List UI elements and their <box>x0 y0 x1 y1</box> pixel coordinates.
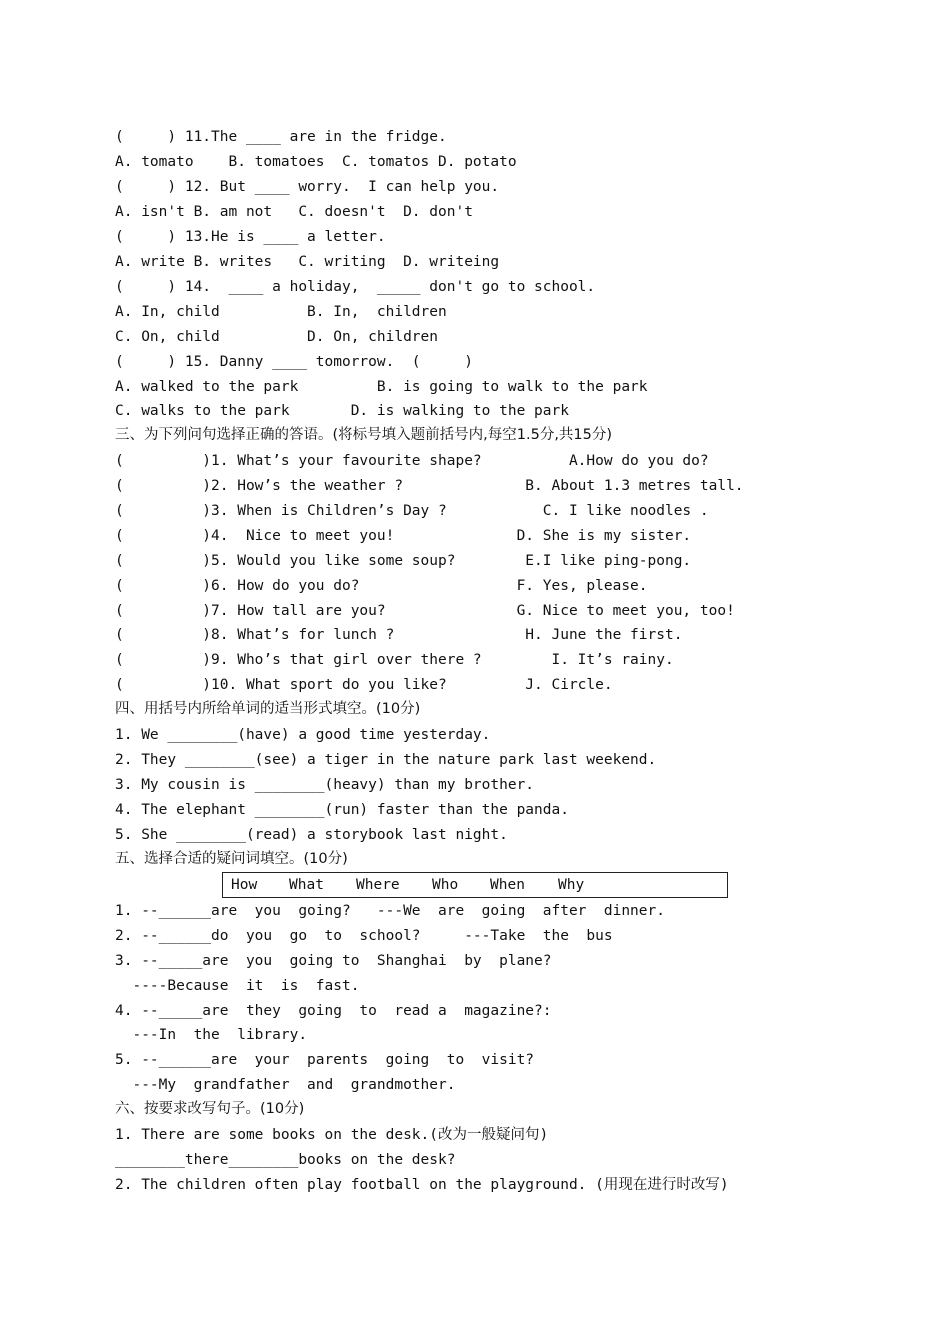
match-row-6: ( )6. How do you do? F. Yes, please. <box>115 578 648 594</box>
match-row-5: ( )5. Would you like some soup? E.I like ping-pong. <box>115 553 692 569</box>
rewrite-1: 1. There are some books on the desk.(改为一般疑问句) <box>115 1127 549 1143</box>
q11-stem: ( ) 11.The ____ are in the fridge. <box>115 129 447 145</box>
section-3-heading: 三、为下列问句选择正确的答语。(将标号填入题前括号内,每空1.5分,共15分) <box>115 427 613 443</box>
wh-2: 2. --______do you go to school? ---Take the bus <box>115 928 613 944</box>
section-5-heading: 五、选择合适的疑问词填空。(10分) <box>115 851 348 867</box>
word-who: Who <box>432 877 459 893</box>
q15-options-cd: C. walks to the park D. is walking to the park <box>115 403 569 419</box>
fill-2: 2. They ________(see) a tiger in the nature park last weekend. <box>115 752 657 768</box>
wh-1: 1. --______are you going? ---We are going after dinner. <box>115 903 665 919</box>
q14-stem: ( ) 14. ____ a holiday, _____ don't go to school. <box>115 279 596 295</box>
match-row-9: ( )9. Who’s that girl over there ? I. It’s rainy. <box>115 652 674 668</box>
q12-options: A. isn't B. am not C. doesn't D. don't <box>115 204 473 220</box>
q12-stem: ( ) 12. But ____ worry. I can help you. <box>115 179 500 195</box>
q11-options: A. tomato B. tomatoes C. tomatos D. potato <box>115 154 517 170</box>
section-4-heading: 四、用括号内所给单词的适当形式填空。(10分) <box>115 701 421 717</box>
wh-5-answer: ---My grandfather and grandmother. <box>115 1077 456 1093</box>
rewrite-2: 2. The children often play football on the playground. (用现在进行时改写) <box>115 1177 729 1193</box>
word-why: Why <box>558 877 585 893</box>
wh-4-answer: ---In the library. <box>115 1027 308 1043</box>
word-what: What <box>289 877 324 893</box>
wh-3: 3. --_____are you going to Shanghai by plane? <box>115 953 552 969</box>
q15-options-ab: A. walked to the park B. is going to walk to the park <box>115 379 648 395</box>
section-6-heading: 六、按要求改写句子。(10分) <box>115 1101 305 1117</box>
rewrite-1-blank: ________there________books on the desk? <box>115 1152 456 1168</box>
wh-4: 4. --_____are they going to read a magazine?: <box>115 1003 552 1019</box>
match-row-1: ( )1. What’s your favourite shape? A.How do you do? <box>115 453 709 469</box>
match-row-2: ( )2. How’s the weather ? B. About 1.3 metres tall. <box>115 478 744 494</box>
fill-3: 3. My cousin is ________(heavy) than my brother. <box>115 777 535 793</box>
fill-5: 5. She ________(read) a storybook last night. <box>115 827 508 843</box>
match-row-10: ( )10. What sport do you like? J. Circle. <box>115 677 613 693</box>
wh-3-answer: ----Because it is fast. <box>115 978 360 994</box>
q14-options-ab: A. In, child B. In, children <box>115 304 447 320</box>
q13-options: A. write B. writes C. writing D. writeing <box>115 254 500 270</box>
question-word-box <box>222 872 728 898</box>
match-row-3: ( )3. When is Children’s Day ? C. I like noodles . <box>115 503 709 519</box>
match-row-7: ( )7. How tall are you? G. Nice to meet you, too! <box>115 603 735 619</box>
wh-5: 5. --______are your parents going to visit? <box>115 1052 535 1068</box>
fill-1: 1. We ________(have) a good time yesterday. <box>115 727 491 743</box>
word-how: How <box>231 877 258 893</box>
word-where: Where <box>356 877 400 893</box>
match-row-8: ( )8. What’s for lunch ? H. June the first. <box>115 627 683 643</box>
q13-stem: ( ) 13.He is ____ a letter. <box>115 229 386 245</box>
word-when: When <box>490 877 525 893</box>
fill-4: 4. The elephant ________(run) faster than the panda. <box>115 802 569 818</box>
q14-options-cd: C. On, child D. On, children <box>115 329 439 345</box>
q15-stem: ( ) 15. Danny ____ tomorrow. ( ) <box>115 354 473 370</box>
match-row-4: ( )4. Nice to meet you! D. She is my sister. <box>115 528 692 544</box>
